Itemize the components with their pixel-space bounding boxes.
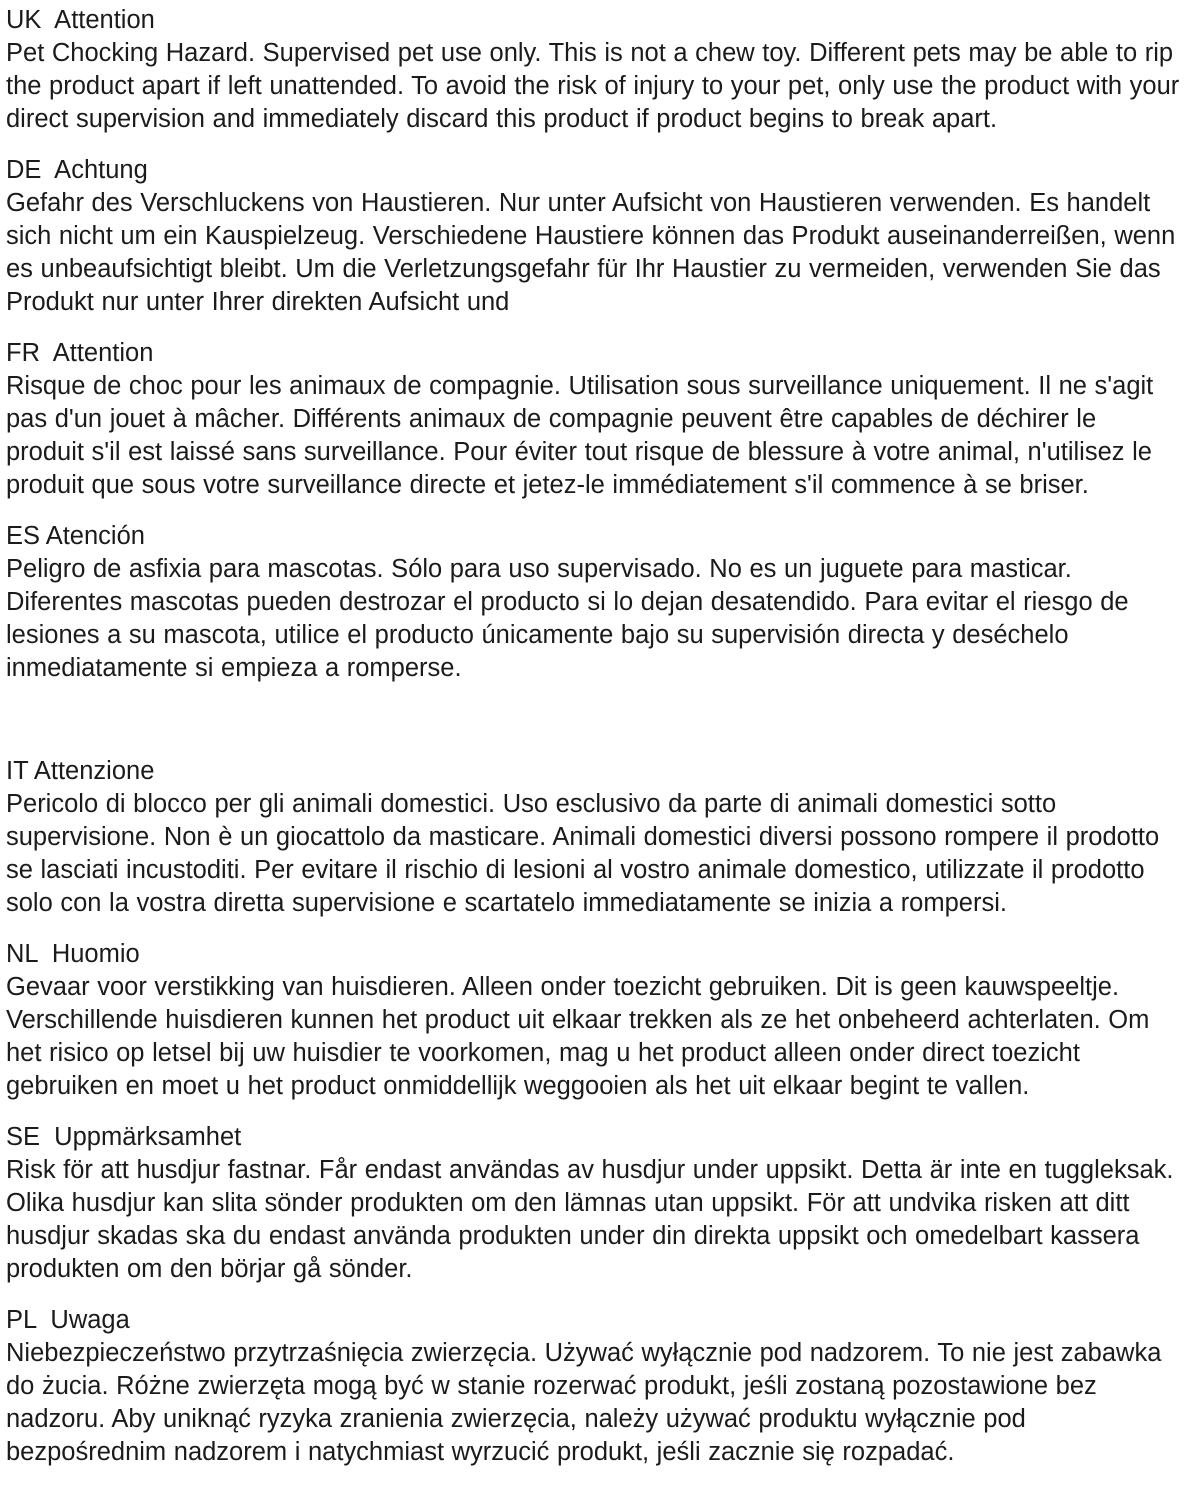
section-heading-it: IT Attenzione — [6, 757, 155, 785]
section-body-nl: Gevaar voor verstikking van huisdieren. Alleen onder toezicht gebruiken. Dit is geen kauwspeeltje. Verschillende huisdieren kunnen het product uit elkaar trekken als ze het onbeheerd achterlaten. Om het risico op letsel bij uw huisdier te voorkomen, mag u het product alleen onder direct toezicht gebruiken en moet u het product onmiddellijk weggooien als het uit elkaar begint te vallen. — [6, 973, 1150, 1100]
warning-section-fr — [6, 337, 1181, 502]
section-heading-de: DE Achtung — [6, 156, 148, 184]
warning-section-it — [6, 755, 1181, 920]
section-heading-se: SE Uppmärksamhet — [6, 1123, 242, 1151]
warning-section-nl — [6, 938, 1181, 1103]
warning-section-se — [6, 1121, 1181, 1286]
section-body-fr: Risque de choc pour les animaux de compagnie. Utilisation sous surveillance uniquement. Il ne s'agit pas d'un jouet à mâcher. Différents animaux de compagnie peuvent être capables de déchirer le produit s'il est laissé sans surveillance. Pour éviter tout risque de blessure à votre animal, n'utilisez le produit que sous votre surveillance directe et jetez-le immédiatement s'il commence à se briser. — [6, 372, 1154, 499]
warning-section-pl — [6, 1304, 1181, 1469]
section-body-uk: Pet Chocking Hazard. Supervised pet use only. This is not a chew toy. Different pets may be able to rip the product apart if left unattended. To avoid the risk of injury to your pet, only use the product with your direct supervision and immediately discard this product if product begins to break apart. — [6, 39, 1180, 133]
section-body-pl: Niebezpieczeństwo przytrzaśnięcia zwierzęcia. Używać wyłącznie pod nadzorem. To nie jest zabawka do żucia. Różne zwierzęta mogą być w stanie rozerwać produkt, jeśli zostaną pozostawione bez nadzoru. Aby uniknąć ryzyka zranienia zwierzęcia, należy używać produktu wyłącznie pod bezpośrednim nadzorem i natychmiast wyrzucić produkt, jeśli zacznie się rozpadać. — [6, 1339, 1162, 1466]
warning-section-es — [6, 520, 1181, 685]
section-heading-es: ES Atención — [6, 522, 145, 550]
section-body-de: Gefahr des Verschluckens von Haustieren. Nur unter Aufsicht von Haustieren verwenden. Es handelt sich nicht um ein Kauspielzeug. Verschiedene Haustiere können das Produkt auseinanderreißen, wenn es unbeaufsichtigt bleibt. Um die Verletzungsgefahr für Ihr Haustier zu vermeiden, verwenden Sie das Produkt nur unter Ihrer direkten Aufsicht und — [6, 189, 1176, 316]
warning-section-de — [6, 154, 1181, 319]
section-heading-pl: PL Uwaga — [6, 1306, 130, 1334]
section-body-it: Pericolo di blocco per gli animali domestici. Uso esclusivo da parte di animali domestici sotto supervisione. Non è un giocattolo da masticare. Animali domestici diversi possono rompere il prodotto se lasciati incustoditi. Per evitare il rischio di lesioni al vostro animale domestico, utilizzate il prodotto solo con la vostra diretta supervisione e scartatelo immediatamente se inizia a rompersi. — [6, 790, 1160, 917]
section-body-se: Risk för att husdjur fastnar. Får endast användas av husdjur under uppsikt. Detta är inte en tuggleksak. Olika husdjur kan slita sönder produkten om den lämnas utan uppsikt. För att undvika risken att ditt husdjur skadas ska du endast använda produkten under din direkta uppsikt och omedelbart kassera produkten om den börjar gå sönder. — [6, 1156, 1174, 1283]
section-heading-fr: FR Attention — [6, 339, 154, 367]
section-heading-uk: UK Attention — [6, 6, 155, 34]
warning-section-uk — [6, 4, 1181, 136]
section-body-es: Peligro de asfixia para mascotas. Sólo para uso supervisado. No es un juguete para masticar. Diferentes mascotas pueden destrozar el producto si lo dejan desatendido. Para evitar el riesgo de lesiones a su mascota, utilice el producto únicamente bajo su supervisión directa y deséchelo inmediatamente si empieza a romperse. — [6, 555, 1129, 682]
section-heading-nl: NL Huomio — [6, 940, 140, 968]
